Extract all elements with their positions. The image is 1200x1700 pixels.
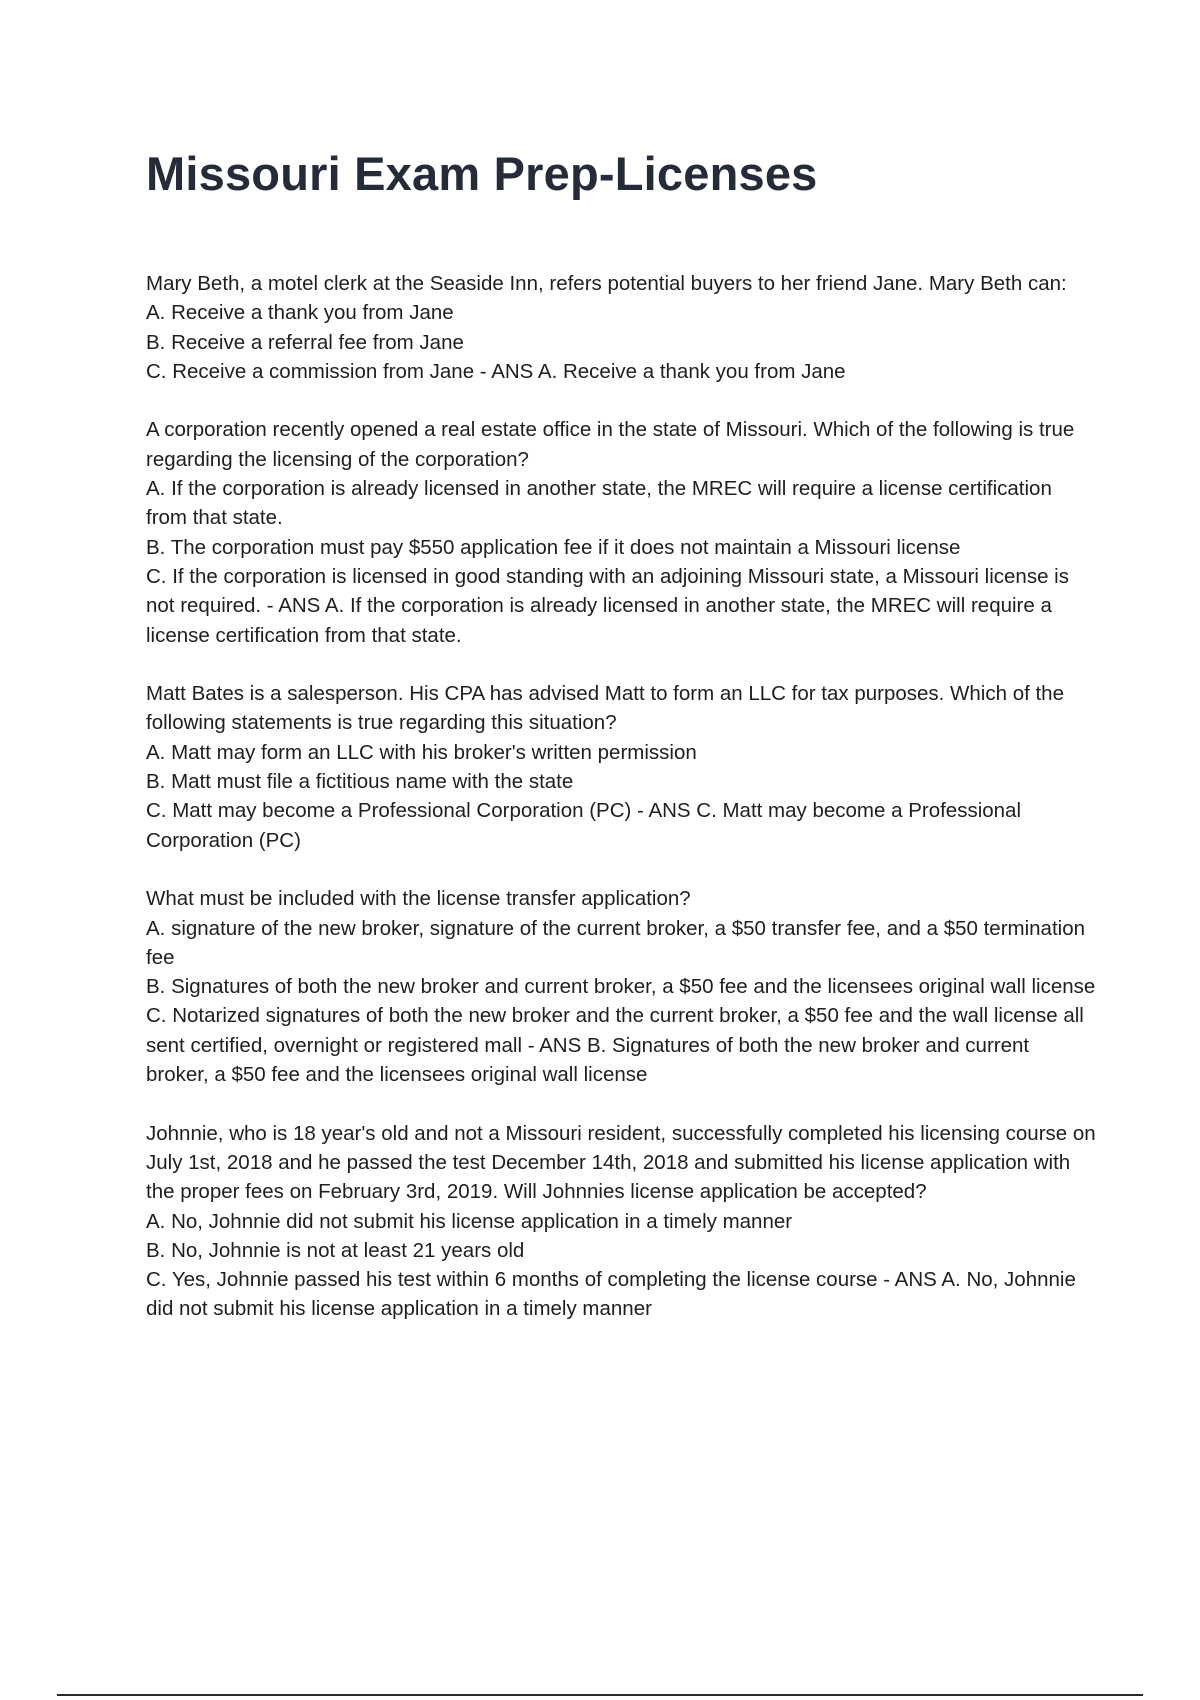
answer-option: A. No, Johnnie did not submit his license application in a timely manner (146, 1209, 793, 1233)
answer-option: C. Yes, Johnnie passed his test within 6 months of completing the license course - ANS A. No, Johnnie did not submit his license application in a timely manner (146, 1268, 1076, 1321)
answer-option: C. If the corporation is licensed in good standing with an adjoining Missouri state, a Missouri license is not required. - ANS A. If the corporation is already licensed in another state, the MREC will require a license certification from that state. (146, 564, 1069, 647)
question-stem: Johnnie, who is 18 year's old and not a Missouri resident, successfully completed his licensing course on July 1st, 2018 and he passed the test December 14th, 2018 and submitted his license application with the proper fees on February 3rd, 2019. Will Johnnies license application be accepted? (146, 1121, 1096, 1204)
answer-option: B. Signatures of both the new broker and current broker, a $50 fee and the licensees original wall license (146, 975, 1096, 999)
question-stem: Mary Beth, a motel clerk at the Seaside Inn, refers potential buyers to her friend Jane. Mary Beth can: (146, 272, 1067, 295)
question-block (146, 1119, 1096, 1324)
answer-option: A. If the corporation is already licensed in another state, the MREC will require a license certification from that state. (146, 477, 1052, 530)
question-stem: What must be included with the license transfer application? (146, 887, 691, 911)
question-block (146, 679, 1096, 855)
answer-option: B. Receive a referral fee from Jane (146, 330, 464, 354)
question-stem: A corporation recently opened a real estate office in the state of Missouri. Which of the following is true regarding the licensing of the corporation? (146, 418, 1075, 471)
footer-divider (57, 1694, 1143, 1696)
page-title: Missouri Exam Prep-Licenses (146, 147, 818, 200)
answer-option: C. Receive a commission from Jane - ANS A. Receive a thank you from Jane (146, 359, 846, 383)
answer-option: B. No, Johnnie is not at least 21 years old (146, 1238, 525, 1262)
answer-option: A. Receive a thank you from Jane (146, 301, 454, 325)
question-list (146, 269, 1096, 1353)
answer-option: C. Notarized signatures of both the new broker and the current broker, a $50 fee and the wall license all sent certified, overnight or registered mall - ANS B. Signatures of both the new broker and current broker, a $50 fee and the licensees original wall license (146, 1004, 1084, 1087)
answer-option: A. signature of the new broker, signature of the current broker, a $50 transfer fee, and a $50 termination fee (146, 916, 1086, 969)
question-block (146, 884, 1096, 1089)
answer-option: A. Matt may form an LLC with his broker's written permission (146, 740, 697, 764)
question-block (146, 269, 1096, 386)
question-block (146, 415, 1096, 649)
question-stem: Matt Bates is a salesperson. His CPA has advised Matt to form an LLC for tax purposes. Which of the following statements is true regarding this situation? (146, 682, 1064, 735)
answer-option: B. The corporation must pay $550 application fee if it does not maintain a Missouri license (146, 535, 961, 559)
answer-option: B. Matt must file a fictitious name with the state (146, 770, 574, 794)
answer-option: C. Matt may become a Professional Corporation (PC) - ANS C. Matt may become a Professional Corporation (PC) (146, 799, 1022, 852)
